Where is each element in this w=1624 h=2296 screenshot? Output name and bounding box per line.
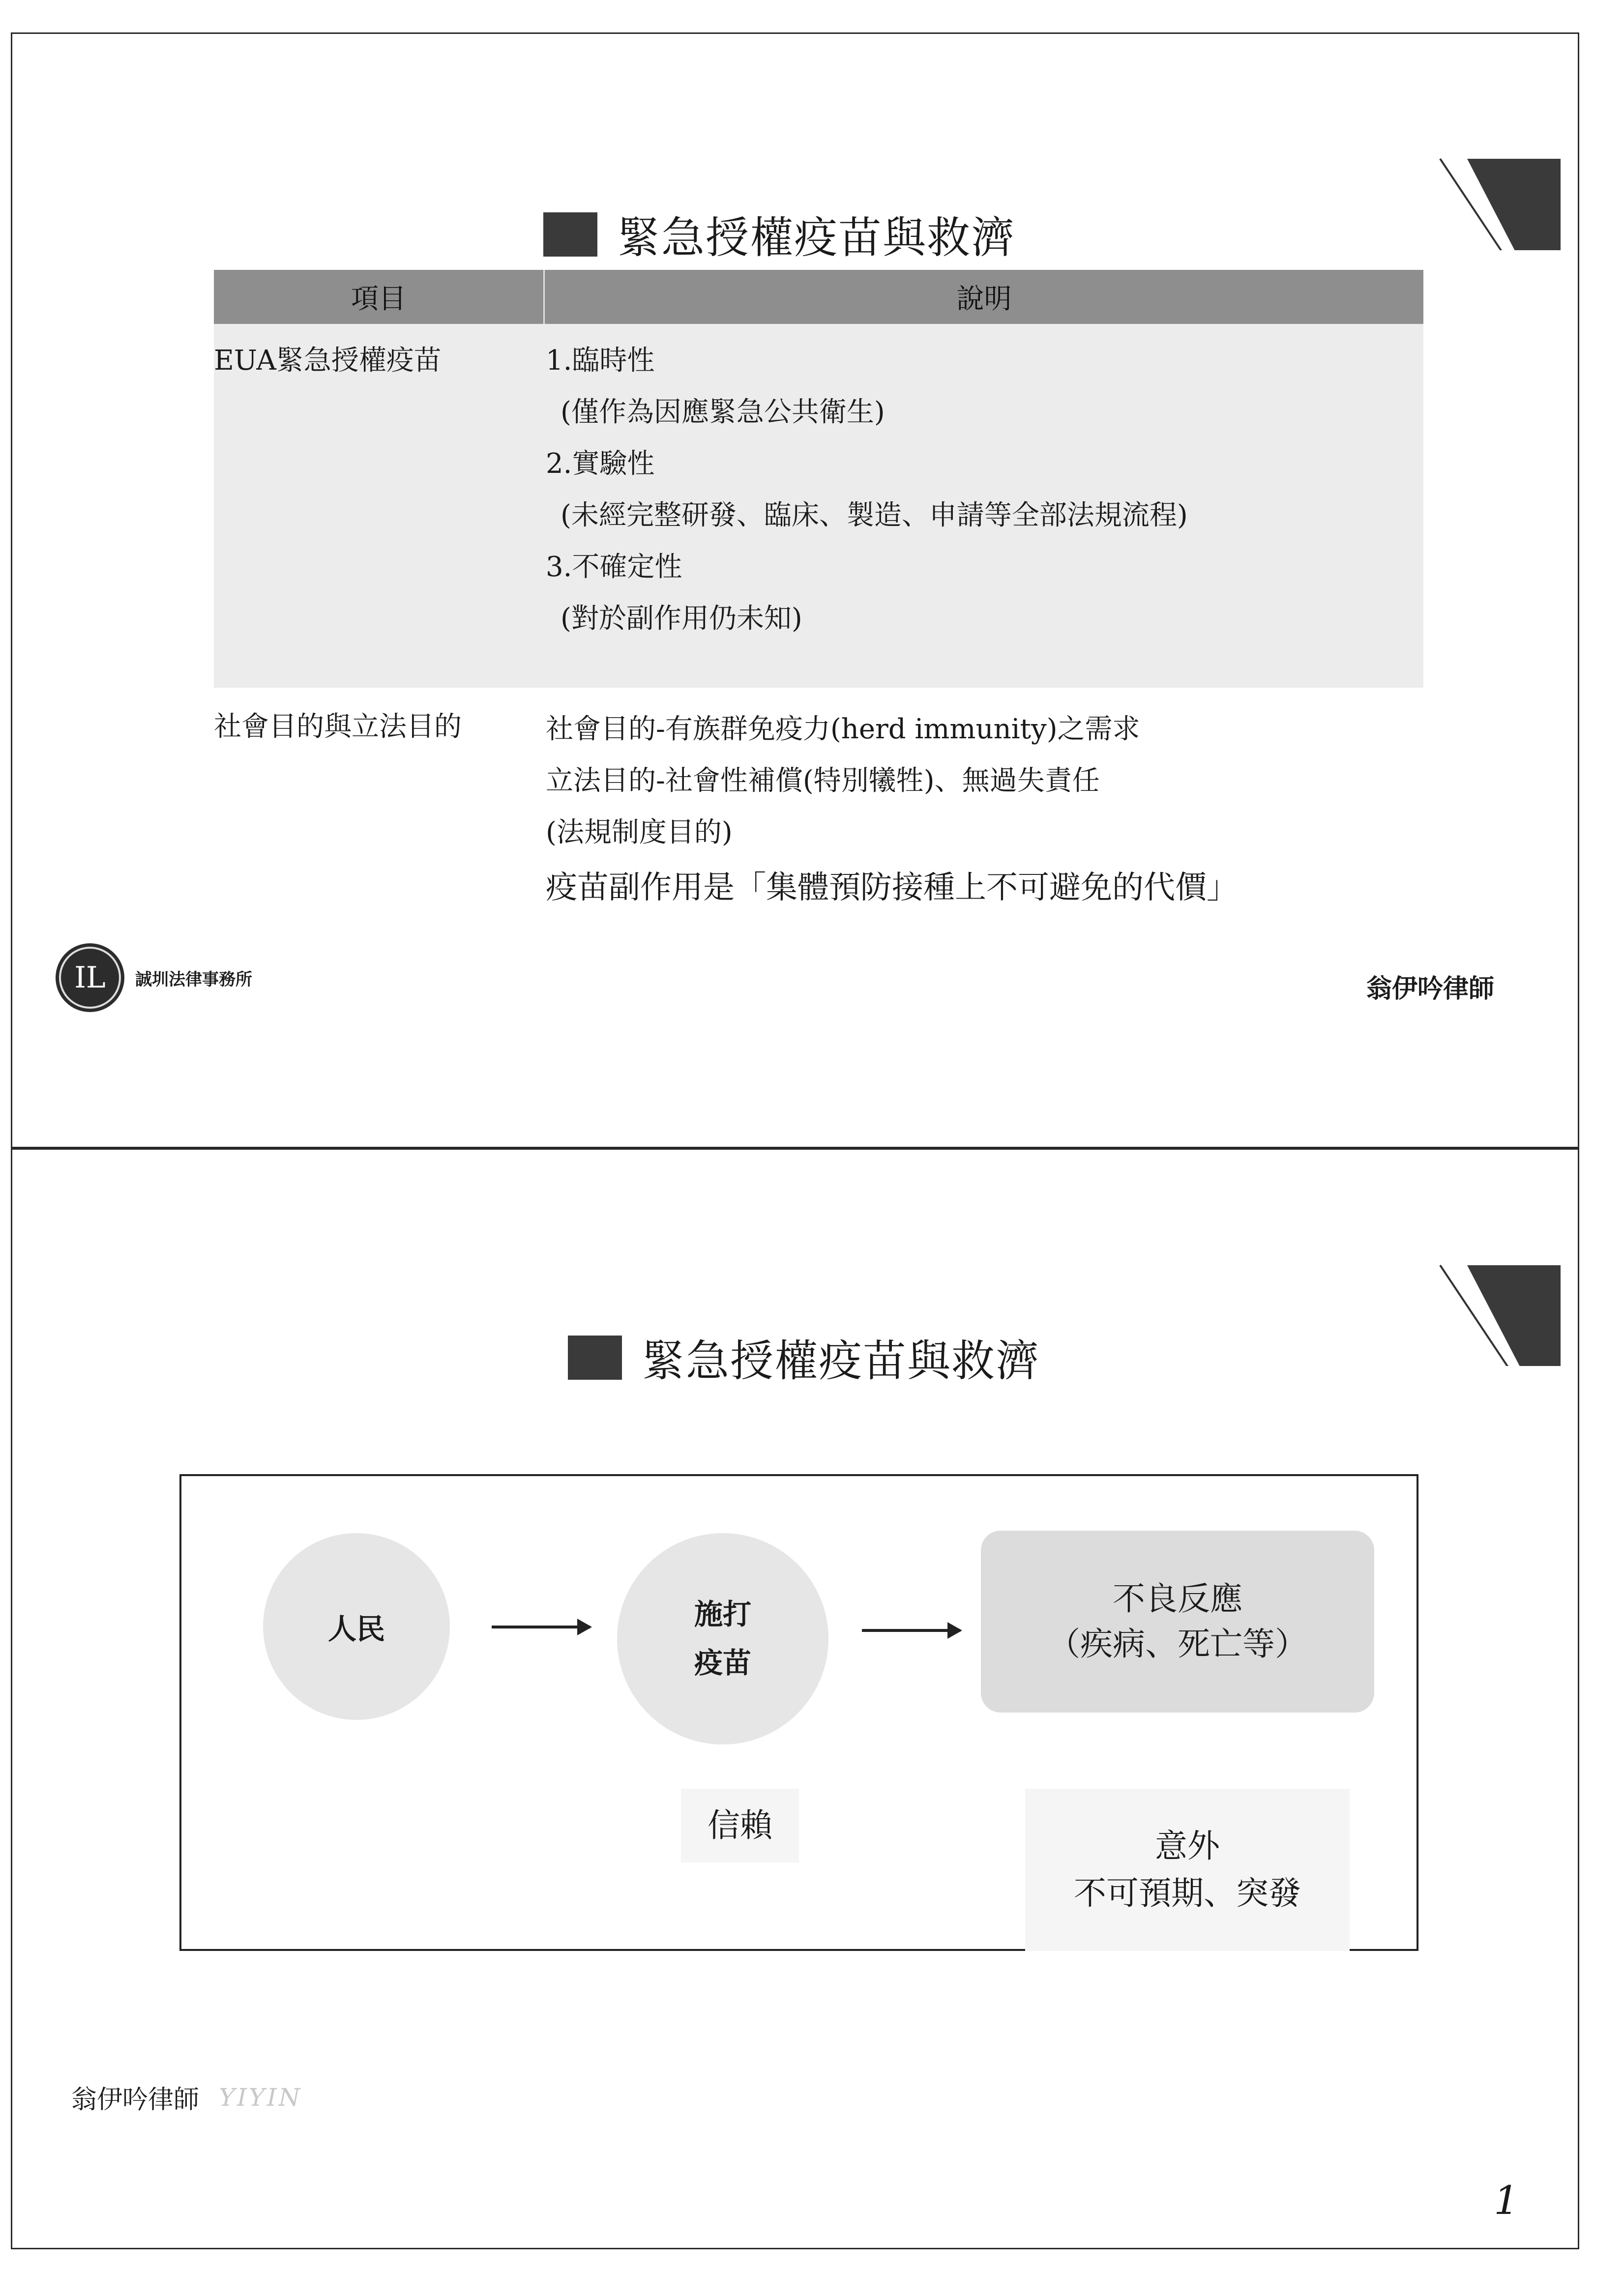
row1-line: 1.臨時性 <box>546 345 655 377</box>
accident-line2: 不可預期、突發 <box>1074 1874 1301 1912</box>
author: 翁伊吟律師 <box>1366 974 1494 1004</box>
node-vaccinate <box>617 1533 828 1744</box>
firm-logo-icon: IL <box>56 943 124 1012</box>
arrow-right-icon <box>492 1626 590 1628</box>
node-people <box>263 1533 450 1720</box>
title-square-icon <box>543 212 597 257</box>
adverse-line2: （疾病、死亡等） <box>1048 1625 1307 1663</box>
slide-title <box>543 203 1015 265</box>
header-description: 說明 <box>956 283 1012 315</box>
firm-name: 誠圳法律事務所 <box>135 969 252 989</box>
row2-line: 立法目的-社會性補償(特別犧牲)、無過失責任 <box>546 765 1100 797</box>
watermark: YIYIN <box>219 2083 302 2112</box>
corner-decoration <box>1381 34 1578 250</box>
label-trust <box>681 1789 799 1862</box>
author-footer <box>71 2079 302 2116</box>
row1-line: (僅作為因應緊急公共衛生) <box>561 396 885 428</box>
node-vaccinate-line2: 疫苗 <box>694 1646 751 1680</box>
title-text: 緊急授權疫苗與救濟 <box>617 212 1016 263</box>
corner-decoration <box>1381 1150 1578 1366</box>
trust-text: 信賴 <box>708 1806 772 1845</box>
row2-item: 社會目的與立法目的 <box>214 711 462 743</box>
node-vaccinate-line1: 施打 <box>694 1598 751 1631</box>
title-square-icon <box>568 1336 622 1380</box>
slide-1 <box>11 32 1579 1148</box>
arrow-right-icon <box>862 1629 960 1632</box>
table-header <box>214 270 1423 324</box>
row1-line: (對於副作用仍未知) <box>561 603 802 635</box>
node-people-label: 人民 <box>327 1612 385 1646</box>
row2-line: 社會目的-有族群免疫力(herd immunity)之需求 <box>546 713 1140 745</box>
row2-line: (法規制度目的) <box>546 816 733 848</box>
row2-line-emphasis: 疫苗副作用是「集體預防接種上不可避免的代價」 <box>546 870 1238 906</box>
row1-line: (未經完整研發、臨床、製造、申請等全部法規流程) <box>561 499 1188 531</box>
author: 翁伊吟律師 <box>71 2085 200 2115</box>
page-number: 1 <box>1494 2178 1519 2223</box>
row1-item: EUA緊急授權疫苗 <box>214 345 442 377</box>
accident-line1: 意外 <box>1155 1827 1220 1865</box>
title-text: 緊急授權疫苗與救濟 <box>642 1336 1040 1386</box>
adverse-line1: 不良反應 <box>1113 1579 1242 1618</box>
row1-line: 2.實驗性 <box>546 448 655 480</box>
slide-title <box>568 1327 1040 1389</box>
header-item: 項目 <box>214 270 545 324</box>
slide-2 <box>11 1148 1579 2249</box>
label-accident <box>1025 1789 1350 1951</box>
node-adverse-reaction <box>981 1531 1374 1713</box>
row1-line: 3.不確定性 <box>546 551 682 583</box>
firm-logo <box>56 943 252 1012</box>
